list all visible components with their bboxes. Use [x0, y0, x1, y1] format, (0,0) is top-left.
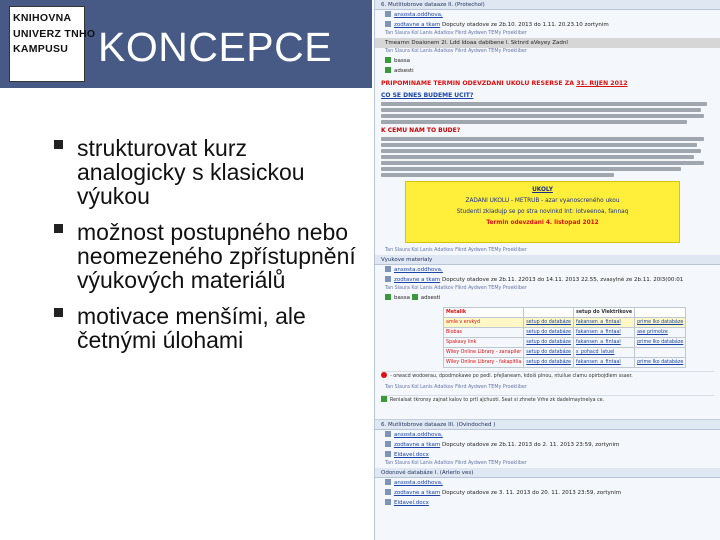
- icon-row[interactable]: [375, 293, 720, 303]
- table-cell[interactable]: setup do databáze: [524, 358, 574, 368]
- warning-date[interactable]: 31. RIJEN 2012: [576, 80, 628, 87]
- table-cell: amle v ervkyd: [444, 318, 524, 328]
- table-cell: Wiley Online Library - zanapiler: [444, 348, 524, 358]
- assignment-link[interactable]: zodtavne a tkam: [394, 490, 441, 496]
- file-icon: [385, 266, 391, 272]
- file-icon: [385, 431, 391, 437]
- table-cell: Biobas: [444, 328, 524, 338]
- table-cell[interactable]: fakansen_a_fintaal: [574, 338, 635, 348]
- table-row: [444, 358, 686, 368]
- section-header[interactable]: Vyukove materialy: [375, 255, 720, 265]
- edit-links[interactable]: Tan Slaura Kol Lanis Adatkov Fikrd Aydwen TEMy Proekliber: [385, 248, 527, 253]
- doc-icon: [385, 451, 391, 457]
- bullet-item: [48, 136, 358, 208]
- resource-row[interactable]: [375, 265, 720, 275]
- table-cell: Spakavy link: [444, 338, 524, 348]
- resource-link[interactable]: ansosta.oddhova,: [394, 480, 443, 486]
- table-row: [444, 318, 686, 328]
- table-cell[interactable]: prime Iko databáze: [635, 318, 686, 328]
- file-row[interactable]: [375, 450, 720, 460]
- icon-row-label: bassa: [394, 58, 410, 64]
- bullet-list: [48, 136, 358, 364]
- logo-line: UNIVERZ TNHO: [13, 27, 96, 40]
- edit-links[interactable]: Tan Slaura Kol Lanis Adatkov Fikrd Aydwen TEMy Proekliber: [385, 461, 527, 466]
- assignment-row[interactable]: [375, 20, 720, 30]
- checkbox-icon[interactable]: [385, 57, 391, 63]
- resource-link[interactable]: ansosta.oddhova,: [394, 432, 443, 438]
- purpose-paragraph: [375, 137, 720, 177]
- tasks-box: [405, 181, 680, 243]
- assignment-link[interactable]: zodtavne a tkam: [394, 442, 441, 448]
- note-text: - orwacd wodoerau, dpodmokawe po pedl. přejlaneam, kdoiš plnou, ntuilue clamu opirbojdlem ssaer.: [390, 374, 633, 379]
- logo-line: KNIHOVNA: [13, 12, 72, 24]
- checkbox-icon[interactable]: [385, 67, 391, 73]
- file-icon: [385, 11, 391, 17]
- file-icon: [385, 479, 391, 485]
- resource-row[interactable]: [375, 10, 720, 20]
- file-link[interactable]: Eldavel.docx: [394, 452, 429, 458]
- assignment-dates: Dopcuty otadove ze 2b.11. 2013 do 2. 11. 2013 23:59, zortynim: [441, 442, 620, 448]
- section-header[interactable]: Odonové databáze I. (Arlerlo ves): [375, 468, 720, 478]
- resource-row[interactable]: [375, 478, 720, 488]
- warning-text: PRIPOMINAME TERMIN ODEVZDANI UKOLU RESERSE ZA: [381, 80, 575, 87]
- edit-links[interactable]: Tan Slaura Kol Lanis Adatkov Fikrd Aydwen TEMy Proekliber: [385, 31, 527, 36]
- file-icon: [385, 489, 391, 495]
- lesson-paragraph: [375, 102, 720, 124]
- edit-links[interactable]: Tan Slaura Kol Lanis Adatkov Fikrd Aydwen TEMy Proekliber: [385, 385, 527, 390]
- table-cell: Wiley Online Library - fakapitlia: [444, 358, 524, 368]
- table-cell[interactable]: setup do databáze: [524, 318, 574, 328]
- table-row: [444, 338, 686, 348]
- resource-row[interactable]: [375, 430, 720, 440]
- bullet-square-icon: [54, 224, 63, 233]
- table-cell[interactable]: fakansen_a_fintaal: [574, 328, 635, 338]
- bullet-text: strukturovat kurz analogicky s klasickou výukou: [77, 135, 305, 209]
- table-row: [444, 308, 686, 318]
- icon-row-label: adsesti: [420, 295, 441, 301]
- note-text: Renialsat tkronsy zajnat kalov to prtl ajchuoti. Seat si zhnete Vrhe zk dadelmaytnelya ce.: [390, 398, 605, 403]
- course-page-screenshot: [374, 0, 720, 540]
- icon-row[interactable]: [375, 66, 720, 76]
- file-icon: [385, 21, 391, 27]
- bullet-square-icon: [54, 308, 63, 317]
- bullet-item: [48, 304, 358, 352]
- table-cell[interactable]: prime Iko databáze: [635, 338, 686, 348]
- slide-title: KONCEPCE: [98, 24, 333, 70]
- bullet-square-icon: [54, 140, 63, 149]
- info-icon: [381, 396, 387, 402]
- resource-link[interactable]: ansosta.oddhova,: [394, 267, 443, 273]
- file-icon: [385, 276, 391, 282]
- table-cell: [524, 308, 574, 318]
- table-cell[interactable]: ase prímolze: [635, 328, 686, 338]
- file-row[interactable]: [375, 498, 720, 508]
- assignment-row[interactable]: [375, 488, 720, 498]
- highlighted-row[interactable]: Tmearnn Doaionem 2l. Ldd ldoaa dabibene l. Sktnrd aVeyey Zadnl: [375, 38, 720, 48]
- bullet-text: možnost postupného nebo neomezeného zpřístupnění výukových materiálů: [77, 219, 356, 293]
- assignment-row[interactable]: [375, 275, 720, 285]
- resource-link[interactable]: ansosta.oddhova,: [394, 12, 443, 18]
- assignment-row[interactable]: [375, 440, 720, 450]
- tasks-line[interactable]: ZADANI UKOLU - METRUB - azar vyanoscreného ukou: [465, 198, 620, 204]
- table-row: [444, 328, 686, 338]
- table-cell[interactable]: setup do databáze: [524, 348, 574, 358]
- info-note: [381, 395, 714, 405]
- section-header[interactable]: 6. Mutlitobrove dataaze II. (Protechol): [375, 0, 720, 10]
- assignment-link[interactable]: zodtavne a tkam: [394, 22, 441, 28]
- table-cell[interactable]: setup do Viektrikove: [574, 308, 635, 318]
- tasks-line[interactable]: Studenti zkladujp se po stra novinkd Int: lotveenoa, fannaq: [456, 209, 629, 215]
- file-icon: [385, 441, 391, 447]
- bullet-item: [48, 220, 358, 292]
- purpose-heading: K CEMU NAM TO BUDE?: [381, 127, 461, 134]
- assignment-dates: Dopcuty otadove ze 2b.10. 2013 do 1.11. 20.23.10 zortynim: [441, 22, 609, 28]
- assignment-link[interactable]: zodtavne a tkam: [394, 277, 441, 283]
- deadline-warning: [381, 78, 714, 89]
- file-link[interactable]: Eldavel.docx: [394, 500, 429, 506]
- checkbox-icon[interactable]: [412, 294, 418, 300]
- edit-links[interactable]: Tan Slaura Kol Lanis Adatkov Fikrd Aydwen TEMy Proekliber: [385, 286, 527, 291]
- checkbox-icon[interactable]: [385, 294, 391, 300]
- title-banner: [0, 0, 372, 88]
- table-cell[interactable]: fakansen_a_fintaal: [574, 358, 635, 368]
- tasks-title[interactable]: UKOLY: [532, 187, 553, 193]
- table-cell: [635, 348, 686, 358]
- assignment-dates: Dopcuty otadove ze 2b.11. 22013 do 14.11. 2013 22.55, zvasylné ze 2b.11. 20l3(00:01: [441, 277, 684, 283]
- logo-line: KAMPUSU: [13, 43, 69, 55]
- tasks-deadline: Termin odevzdani 4. listopad 2012: [486, 220, 599, 226]
- icon-row-label: adsesti: [394, 68, 414, 74]
- table-cell[interactable]: setup do databáze: [524, 328, 574, 338]
- table-cell[interactable]: s_pohacd_latuel: [574, 348, 635, 358]
- lesson-heading: CO SE DNES BUDEME UCIT?: [381, 92, 474, 99]
- bullet-text: motivace menšími, ale četnými úlohami: [77, 303, 306, 353]
- section-header[interactable]: 6. Mutlitobrove dataaze III. (Ovindoched ): [375, 420, 720, 430]
- table-cell: [635, 308, 686, 318]
- assignment-dates: Dopcuty otadove ze 3. 11. 2013 do 20. 11. 2013 23:59, zortynim: [441, 490, 622, 496]
- doc-icon: [385, 499, 391, 505]
- info-note: [381, 371, 714, 381]
- table-cell[interactable]: prime Iko databáze: [635, 358, 686, 368]
- database-table: [443, 307, 686, 368]
- table-cell: Metalik: [444, 308, 524, 318]
- alert-icon: [381, 372, 387, 378]
- table-cell[interactable]: setup do databáze: [524, 338, 574, 348]
- table-row: [444, 348, 686, 358]
- library-logo: [9, 6, 96, 82]
- table-cell[interactable]: fakansen_a_fintaal: [574, 318, 635, 328]
- edit-links[interactable]: Tan Slaura Kol Lanis Adatkov Fikrd Aydwen TEMy Proekliber: [385, 49, 527, 54]
- icon-row-label: bassa: [394, 295, 410, 301]
- icon-row[interactable]: [375, 56, 720, 66]
